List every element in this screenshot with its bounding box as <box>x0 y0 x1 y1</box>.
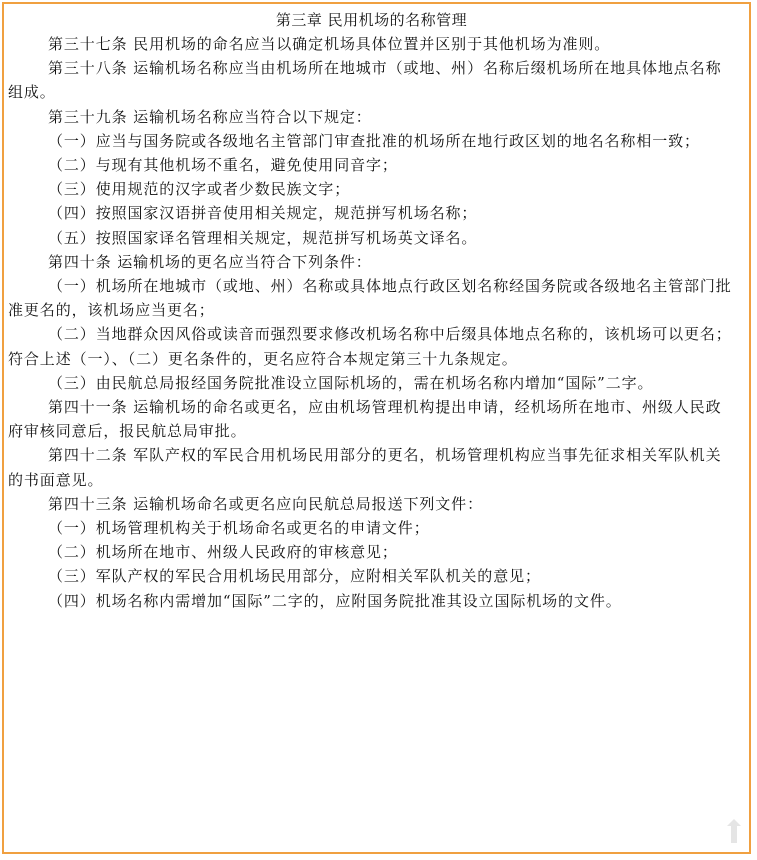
paragraph: （一）机场管理机构关于机场命名或更名的申请文件； <box>48 519 430 538</box>
document-body <box>4 4 749 613</box>
paragraph: （五）按照国家译名管理相关规定，规范拼写机场英文译名。 <box>48 228 478 247</box>
paragraph: 第三十九条 运输机场名称应当符合以下规定： <box>48 107 372 126</box>
paragraph: （二）当地群众因风俗或读音而强烈要求修改机场名称中后缀具体地点名称的，该机场可以更名； <box>48 325 732 344</box>
paragraph: （三）军队产权的军民合用机场民用部分，应附相关军队机关的意见； <box>48 567 541 586</box>
watermark-icon <box>725 818 743 844</box>
paragraph: （一）机场所在地城市（或地、州）名称或具体地点行政区划名称经国务院或各级地名主管部门批准更名的，该机场应当更名； <box>8 277 732 320</box>
chapter-title: 第三章 民用机场的名称管理 <box>275 11 468 29</box>
paragraph: （二）机场所在地市、州级人民政府的审核意见； <box>48 543 398 562</box>
paragraph: （三）使用规范的汉字或者少数民族文字； <box>48 180 351 199</box>
document-frame <box>2 2 751 854</box>
paragraph: 第三十八条 运输机场名称应当由机场所在地城市（或地、州）名称后缀机场所在地具体地点名称组成。 <box>8 59 722 102</box>
paragraph: 第四十二条 军队产权的军民合用机场民用部分的更名，机场管理机构应当事先征求相关军队机关的书面意见。 <box>8 446 722 489</box>
paragraph: 第四十一条 运输机场的命名或更名，应由机场管理机构提出申请，经机场所在地市、州级人民政府审核同意后，报民航总局审批。 <box>8 398 722 441</box>
paragraph: （三）由民航总局报经国务院批准设立国际机场的，需在机场名称内增加“国际”二字。 <box>48 373 654 392</box>
paragraph: （一）应当与国务院或各级地名主管部门审查批准的机场所在地行政区划的地名名称相一致； <box>48 131 700 150</box>
paragraph: 第四十三条 运输机场命名或更名应向民航总局报送下列文件： <box>48 494 483 513</box>
paragraph-list <box>8 32 735 613</box>
paragraph: 第四十条 运输机场的更名应当符合下列条件： <box>48 252 372 271</box>
paragraph: （四）按照国家汉语拼音使用相关规定，规范拼写机场名称； <box>48 204 478 223</box>
paragraph: （四）机场名称内需增加“国际”二字的，应附国务院批准其设立国际机场的文件。 <box>48 591 622 610</box>
paragraph: 第三十七条 民用机场的命名应当以确定机场具体位置并区别于其他机场为准则。 <box>48 35 611 53</box>
paragraph: 符合上述（一）、（二）更名条件的，更名应符合本规定第三十九条规定。 <box>8 349 518 368</box>
paragraph: （二）与现有其他机场不重名，避免使用同音字； <box>48 156 398 175</box>
